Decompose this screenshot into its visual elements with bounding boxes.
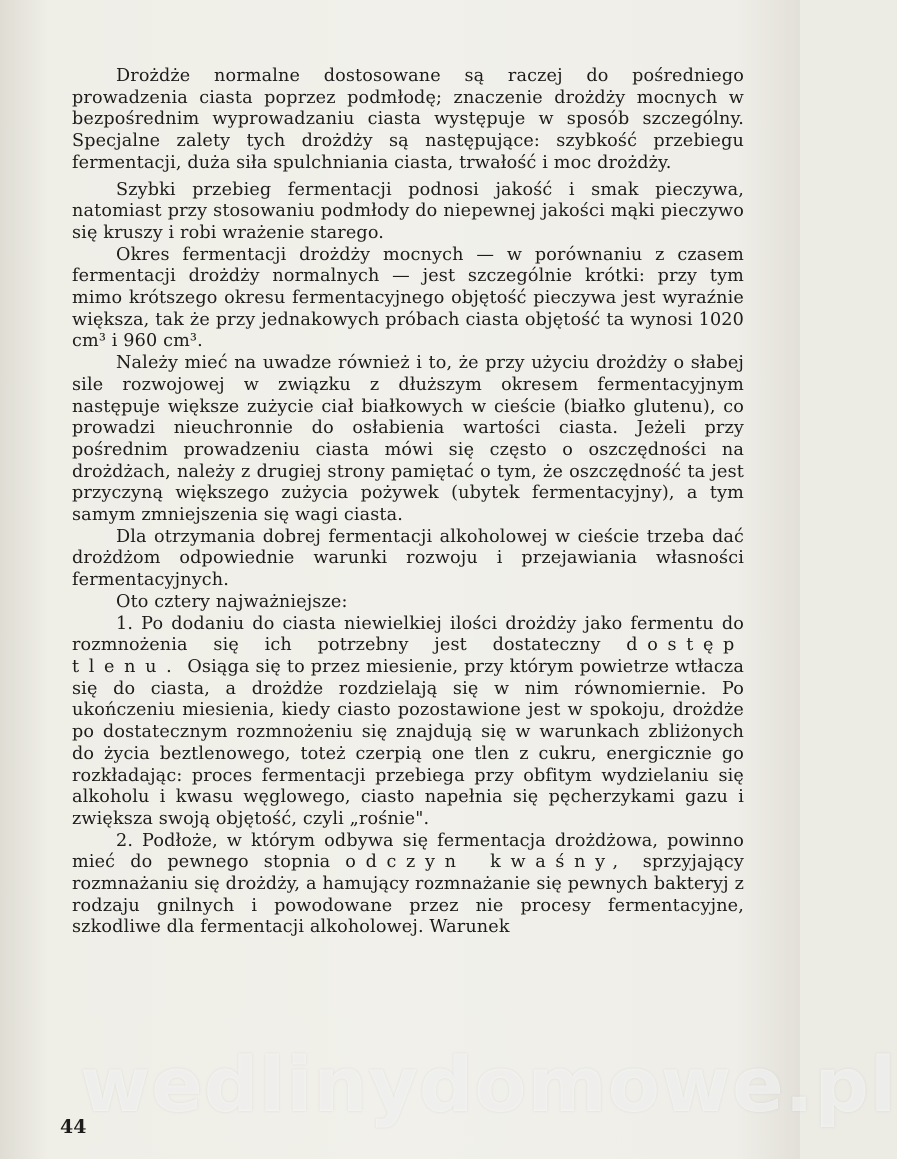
body-text [72, 66, 744, 939]
paragraph-7-emphasis: dostęp tlenu. [72, 635, 744, 677]
paragraph-1: Drożdże normalne dostosowane są raczej do pośredniego prowadzenia ciasta poprzez podmłodę; znaczenie drożdży mocnych w bezpośrednim wyprowadzaniu ciasta występuje w sposób szczególny. Specjalne zalety tych drożdży są następujące: szybkość przebiegu fermentacji, duża siła spulchniania ciasta, trwałość i moc drożdży. [72, 66, 744, 173]
paragraph-3: Okres fermentacji drożdży mocnych — w porównaniu z czasem fermentacji drożdży normalnych — jest szczególnie krótki: przy tym mimo krótszego okresu fermentacyjnego objętość pieczywa jest wyraźnie większa, tak że przy jednakowych próbach ciasta objętość ta wynosi 1020 cm³ i 960 cm³. [72, 244, 744, 352]
paragraph-8-text-b: sprzyjający rozmnażaniu się drożdży, a hamujący rozmnażanie się pewnych bakteryj z rodzaju gnilnych i powodowane przez nie procesy fermentacyjne, szkodliwe dla fermentacji alkoholowej. Warunek [72, 852, 744, 938]
paragraph-2: Szybki przebieg fermentacji podnosi jakość i smak pieczywa, natomiast przy stosowaniu podmłody do niepewnej jakości mąki pieczywo się kruszy i robi wrażenie starego. [72, 179, 744, 243]
page-number: 44 [60, 1116, 87, 1138]
paragraph-8-text-a: 2. Podłoże, w którym odbywa się fermentacja drożdżowa, powinno mieć do pewnego stopnia [72, 830, 744, 873]
paragraph-4: Należy mieć na uwadze również i to, że przy użyciu drożdży o słabej sile rozwojowej w związku z dłuższym okresem fermentacyjnym następuje większe zużycie ciał białkowych w cieście (białko glutenu), co prowadzi nieuchronnie do osłabienia wartości ciasta. Jeżeli przy pośrednim prowadzeniu ciasta mówi się często o oszczędności na drożdżach, należy z drugiej strony pamiętać o tym, że oszczędność ta jest przyczyną większego zużycia pożywek (ubytek fermentacyjny), a tym samym zmniejszenia się wagi ciasta. [72, 353, 744, 526]
paragraph-7-text-b: Osiąga się to przez miesienie, przy którym powietrze wtłacza się do ciasta, a drożdże rozdzielają się w nim równomiernie. Po ukończeniu miesienia, kiedy ciasto pozostawione jest w spokoju, drożdże po dostatecznym rozmnożeniu się znajdują się w warunkach zbliżonych do życia beztlenowego, toteż czerpią one tlen z cukru, energicznie go rozkładając: proces fermentacji przebiega przy obfitym wydzielaniu się alkoholu i kwasu węglowego, ciasto napełnia się pęcherzykami gazu i zwiększa swoją objętość, czyli „rośnie". [72, 656, 744, 829]
paragraph-8 [72, 831, 744, 940]
paragraph-7 [72, 614, 744, 831]
paragraph-5: Dla otrzymania dobrej fermentacji alkoholowej w cieście trzeba dać drożdżom odpowiednie warunki rozwoju i przejawiania własności fermentacyjnych. [72, 526, 744, 591]
paragraph-6: Oto cztery najważniejsze: [116, 591, 348, 612]
watermark: wedlinydomowe.pl [80, 1040, 897, 1129]
paragraph-7-text-a: 1. Po dodaniu do ciasta niewielkiej ilości drożdży jako fermentu do rozmnożenia się ich potrzebny jest dostateczny [72, 613, 744, 656]
paragraph-8-emphasis: odczyn kwaśny, [345, 852, 628, 873]
